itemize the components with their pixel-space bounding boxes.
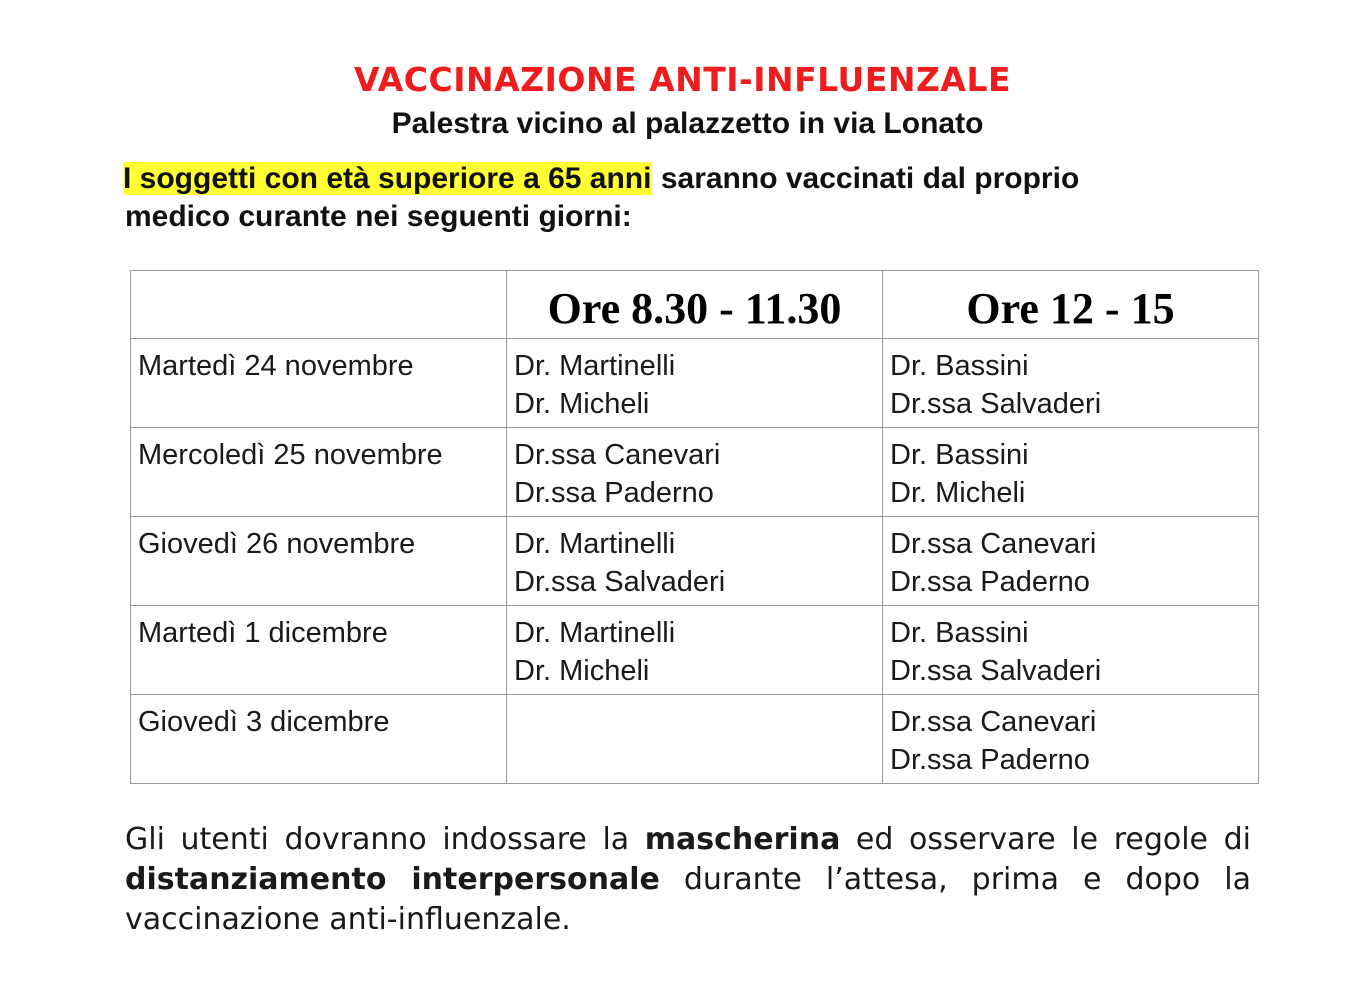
doctor-name: Dr.ssa Canevari <box>514 439 721 471</box>
table-row <box>131 606 1259 695</box>
doctor-name: Dr. Micheli <box>514 655 650 687</box>
column-header-afternoon: Ore 12 - 15 <box>883 271 1259 339</box>
doctor-name: Dr.ssa Canevari <box>890 528 1097 560</box>
doctor-name: Dr.ssa Salvaderi <box>890 655 1102 687</box>
doctor-name: Dr. Martinelli <box>514 528 676 560</box>
doctor-name: Dr. Bassini <box>890 617 1029 649</box>
day-cell: Mercoledì 25 novembre <box>131 428 507 517</box>
column-header-morning: Ore 8.30 - 11.30 <box>507 271 883 339</box>
afternoon-cell <box>883 606 1259 695</box>
table-row <box>131 339 1259 428</box>
footer-bold-mask: mascherina <box>644 822 841 857</box>
doctor-name: Dr.ssa Paderno <box>890 566 1090 598</box>
page-title: VACCINAZIONE ANTI-INFLUENZALE <box>353 60 1012 99</box>
morning-cell <box>507 517 883 606</box>
afternoon-cell <box>883 517 1259 606</box>
morning-cell <box>507 695 883 784</box>
doctor-name: Dr.ssa Paderno <box>890 744 1090 776</box>
afternoon-cell <box>883 428 1259 517</box>
day-cell: Martedì 1 dicembre <box>131 606 507 695</box>
table-header-row <box>131 271 1259 339</box>
column-header-day <box>131 271 507 339</box>
doctor-name: Dr.ssa Salvaderi <box>890 388 1102 420</box>
doctor-name: Dr. Micheli <box>890 477 1026 509</box>
doctor-name: Dr.ssa Canevari <box>890 706 1097 738</box>
day-cell: Giovedì 26 novembre <box>131 517 507 606</box>
intro-highlight: I soggetti con età superiore a 65 anni <box>123 162 652 195</box>
morning-cell <box>507 339 883 428</box>
day-cell: Giovedì 3 dicembre <box>131 695 507 784</box>
intro-text-2: medico curante nei seguenti giorni: <box>125 200 632 233</box>
footer-text-1: Gli utenti dovranno indossare la <box>125 822 645 857</box>
intro-text-1: saranno vaccinati dal proprio <box>652 162 1080 195</box>
footer-text-3: durante l’attesa, prima e dopo la vaccinazione anti-influenzale. <box>125 862 1251 937</box>
afternoon-cell <box>883 695 1259 784</box>
footer-note <box>125 820 1251 940</box>
footer-text-2: ed osservare le regole di <box>840 822 1251 857</box>
doctor-name: Dr. Bassini <box>890 350 1029 382</box>
doctor-name: Dr. Martinelli <box>514 617 676 649</box>
intro-paragraph <box>123 160 1263 236</box>
table-row <box>131 428 1259 517</box>
table-row <box>131 695 1259 784</box>
doctor-name: Dr. Micheli <box>514 388 650 420</box>
footer-bold-distancing: distanziamento interpersonale <box>125 862 660 897</box>
location-subtitle: Palestra vicino al palazzetto in via Lonato <box>391 107 984 140</box>
day-cell: Martedì 24 novembre <box>131 339 507 428</box>
schedule-table <box>130 270 1259 784</box>
table-row <box>131 517 1259 606</box>
afternoon-cell <box>883 339 1259 428</box>
doctor-name: Dr.ssa Salvaderi <box>514 566 726 598</box>
morning-cell <box>507 606 883 695</box>
doctor-name: Dr.ssa Paderno <box>514 477 714 509</box>
doctor-name: Dr. Martinelli <box>514 350 676 382</box>
morning-cell <box>507 428 883 517</box>
doctor-name: Dr. Bassini <box>890 439 1029 471</box>
